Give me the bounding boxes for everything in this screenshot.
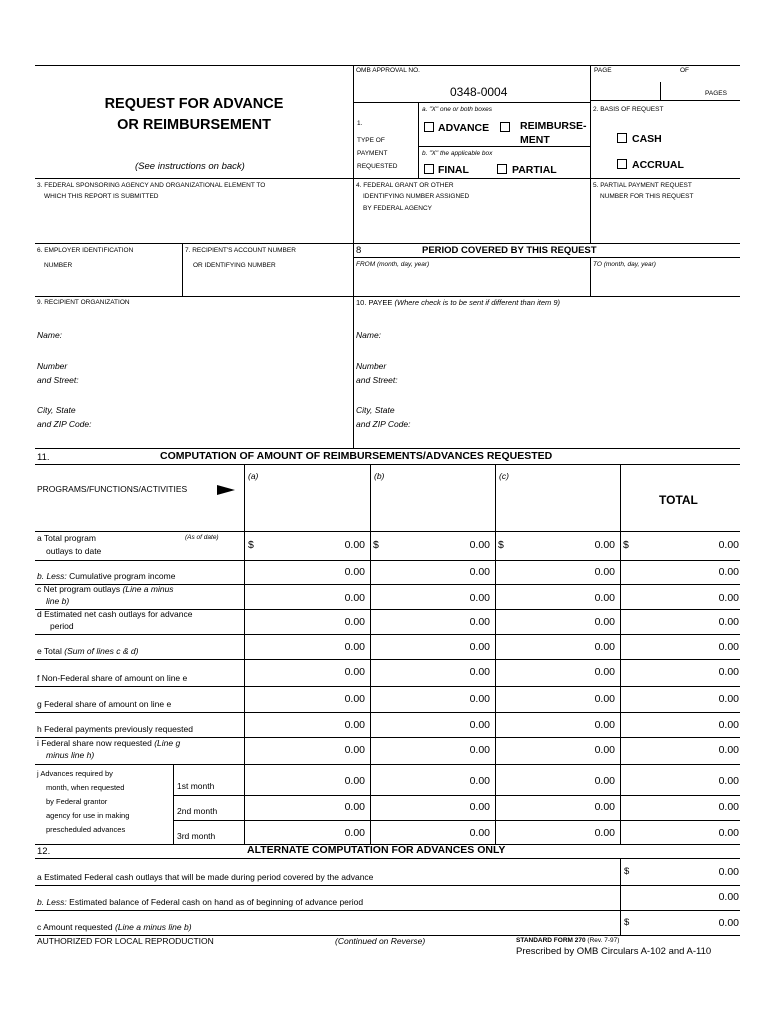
rule-v-col-a [244, 464, 245, 844]
row-i-label-plain: i Federal share now requested [37, 738, 152, 748]
item1-note-b: b. "X" the applicable box [422, 150, 493, 157]
rule-item12-title [35, 858, 740, 859]
arrow-right-icon [217, 485, 235, 495]
footer-form-number [516, 938, 619, 945]
row-f-label: f Non-Federal share of amount on line e [37, 673, 188, 683]
item8-number: 8 [356, 245, 362, 256]
value-cell-e-c[interactable]: 0.00 [594, 641, 615, 653]
advance-checkbox[interactable] [424, 122, 434, 132]
value-cell-d-b[interactable]: 0.00 [469, 616, 490, 628]
value-cell-j2-b[interactable]: 0.00 [469, 801, 490, 813]
row-a-label-line1: a Total program [37, 533, 96, 543]
programs-label: PROGRAMS/FUNCTIONS/ACTIVITIES [37, 484, 188, 494]
value-cell-j3-c[interactable]: 0.00 [594, 827, 615, 839]
row-b-label [37, 572, 175, 581]
value-cell-d-a[interactable]: 0.00 [344, 616, 365, 628]
value-cell-a-c[interactable]: 0.00 [594, 539, 615, 551]
item11-number: 11. [37, 452, 50, 463]
pages-label: PAGES [705, 90, 727, 97]
rule-omb-bottom [353, 102, 590, 103]
cash-checkbox[interactable] [617, 133, 627, 143]
item7-line2: OR IDENTIFYING NUMBER [193, 262, 276, 269]
value-cell-h-c[interactable]: 0.00 [594, 719, 615, 731]
item9-city: City, State [37, 405, 76, 415]
item10-zip: and ZIP Code: [356, 419, 411, 429]
footer-form-bold: STANDARD FORM 270 [516, 937, 586, 944]
rule-page-bottom [590, 100, 740, 101]
item7-line1: 7. RECIPIENT'S ACCOUNT NUMBER [185, 247, 296, 254]
month1-label: 1st month [177, 781, 215, 791]
row-a-dollar-b: $ [373, 539, 379, 551]
item12-row-c-plain: c Amount requested [37, 922, 113, 932]
item10-street: and Street: [356, 375, 398, 385]
as-of-date: (As of date) [185, 534, 219, 541]
item10-label [356, 299, 560, 307]
row-c-label-plain: c Net program outlays [37, 584, 121, 594]
value-cell-c-a[interactable]: 0.00 [344, 592, 365, 604]
item4-line1: 4. FEDERAL GRANT OR OTHER [356, 182, 454, 189]
value-cell-c-total[interactable]: 0.00 [718, 592, 739, 604]
row-c-label-line1 [37, 585, 174, 594]
value-cell-e-a[interactable]: 0.00 [344, 641, 365, 653]
value-cell-i-a[interactable]: 0.00 [344, 744, 365, 756]
rule-row-i [35, 764, 740, 765]
value-cell-g-c[interactable]: 0.00 [594, 693, 615, 705]
form-title-line1: REQUEST FOR ADVANCE [104, 96, 284, 112]
rule-item1-mid [418, 146, 590, 147]
rule-item8-title [353, 257, 740, 258]
value-cell-i-total[interactable]: 0.00 [718, 744, 739, 756]
item1-type-line2: PAYMENT [357, 150, 388, 157]
total-label: TOTAL [659, 493, 698, 507]
value-cell-b-total[interactable]: 0.00 [718, 566, 739, 578]
rule-row-a [35, 560, 740, 561]
rule-col-header [35, 531, 740, 532]
item1-type-line3: REQUESTED [357, 163, 398, 170]
item5-line2: NUMBER FOR THIS REQUEST [600, 193, 694, 200]
value-cell-f-b[interactable]: 0.00 [469, 666, 490, 678]
value-cell-c-c[interactable]: 0.00 [594, 592, 615, 604]
value-cell-h-b[interactable]: 0.00 [469, 719, 490, 731]
item12-row-b-label [37, 898, 363, 907]
rule-item12-b [35, 910, 740, 911]
item10-number: Number [356, 361, 387, 371]
value-cell-j3-a[interactable]: 0.00 [344, 827, 365, 839]
row-h-label: h Federal payments previously requested [37, 724, 193, 734]
row-e-label-plain: e Total [37, 646, 62, 656]
row-i-label-italic: (Line g [154, 738, 181, 748]
row-a-dollar-a: $ [248, 539, 254, 551]
item12-row-b-less: b. Less: [37, 897, 67, 907]
month2-label: 2nd month [177, 806, 218, 816]
item9-zip: and ZIP Code: [37, 419, 92, 429]
item1-number: 1. [357, 120, 363, 127]
value-cell-h-total[interactable]: 0.00 [718, 719, 739, 731]
final-label: FINAL [438, 164, 469, 176]
rule-v-item8 [590, 257, 591, 296]
item10-label-suffix: (Where check is to be sent if different than item 9) [394, 298, 561, 307]
rule-v-col-b [370, 464, 371, 844]
value-cell-f-total[interactable]: 0.00 [718, 666, 739, 678]
rule-top [35, 65, 740, 66]
cash-label: CASH [632, 133, 662, 145]
omb-number: 0348-0004 [450, 85, 508, 99]
footer-authorized: AUTHORIZED FOR LOCAL REPRODUCTION [37, 936, 214, 946]
item1-note-a: a. "X" one or both boxes [422, 106, 493, 113]
value-cell-j3-b[interactable]: 0.00 [469, 827, 490, 839]
value-cell-d-c[interactable]: 0.00 [594, 616, 615, 628]
row-i-label-line2: minus line h) [46, 750, 95, 760]
of-label: OF [680, 67, 690, 74]
value-cell-a-total[interactable]: 0.00 [718, 539, 739, 551]
rule-v-item1 [418, 102, 419, 178]
row-d-label-line2: period [50, 621, 74, 631]
item12-row-b-rest: Estimated balance of Federal cash on hand as of beginning of advance period [69, 897, 364, 907]
row-c-label-italic: (Line a minus [122, 584, 174, 594]
row-e-label-italic: (Sum of lines c & d) [64, 646, 139, 656]
rule-header-bottom [35, 178, 740, 179]
value-cell-j1-c[interactable]: 0.00 [594, 775, 615, 787]
item4-line3: BY FEDERAL AGENCY [363, 205, 432, 212]
page-label: PAGE [594, 67, 612, 74]
item8-title: PERIOD COVERED BY THIS REQUEST [422, 245, 597, 256]
value-cell-j1-total[interactable]: 0.00 [718, 775, 739, 787]
value-cell-c-b[interactable]: 0.00 [469, 592, 490, 604]
rule-v-col-c [495, 464, 496, 844]
month3-label: 3rd month [177, 831, 216, 841]
item5-line1: 5. PARTIAL PAYMENT REQUEST [593, 182, 692, 189]
rule-v-item6 [182, 243, 183, 296]
row-e-label [37, 647, 138, 656]
value-cell-f-a[interactable]: 0.00 [344, 666, 365, 678]
value-cell-j2-a[interactable]: 0.00 [344, 801, 365, 813]
rule-row3-bottom [35, 243, 740, 244]
rule-v-item12 [620, 858, 621, 935]
rule-row6-bottom [35, 296, 740, 297]
form-title-line2: OR REIMBURSEMENT [117, 117, 271, 133]
item10-city: City, State [356, 405, 395, 415]
item3-line2: WHICH THIS REPORT IS SUBMITTED [44, 193, 159, 200]
row-j-label-line4: agency for use in making [46, 811, 130, 820]
reimbursement-label-line2: MENT [520, 134, 550, 146]
item12-number: 12. [37, 846, 51, 857]
row-b-label-less: b. Less: [37, 571, 67, 581]
value-cell-g-a[interactable]: 0.00 [344, 693, 365, 705]
item12-title: ALTERNATE COMPUTATION FOR ADVANCES ONLY [247, 844, 506, 856]
row-j-label-line5: prescheduled advances [46, 825, 126, 834]
item12-b-value[interactable]: 0.00 [718, 891, 739, 903]
reimbursement-label-line1: REIMBURSE- [520, 120, 587, 132]
value-cell-j1-b[interactable]: 0.00 [469, 775, 490, 787]
row-a-dollar-total: $ [623, 539, 629, 551]
item2-label: 2. BASIS OF REQUEST [593, 106, 664, 113]
col-a-label: (a) [248, 471, 259, 481]
value-cell-i-c[interactable]: 0.00 [594, 744, 615, 756]
value-cell-j1-a[interactable]: 0.00 [344, 775, 365, 787]
col-c-label: (c) [499, 471, 509, 481]
partial-label: PARTIAL [512, 164, 557, 176]
final-checkbox[interactable] [424, 164, 434, 174]
advance-label: ADVANCE [438, 122, 490, 134]
row-d-label-line1: d Estimated net cash outlays for advance [37, 609, 193, 619]
rule-row-e [35, 659, 740, 660]
item11-title: COMPUTATION OF AMOUNT OF REIMBURSEMENTS/ADVANCES REQUESTED [160, 450, 553, 462]
instructions-note: (See instructions on back) [135, 161, 245, 172]
reimbursement-checkbox[interactable] [500, 122, 510, 132]
row-a-label-line2: outlays to date [46, 546, 102, 556]
item12-c-dollar: $ [624, 917, 630, 928]
rule-row-g [35, 712, 740, 713]
item12-a-value[interactable]: 0.00 [718, 866, 739, 878]
value-cell-a-b[interactable]: 0.00 [469, 539, 490, 551]
value-cell-j2-c[interactable]: 0.00 [594, 801, 615, 813]
value-cell-g-total[interactable]: 0.00 [718, 693, 739, 705]
item12-c-value[interactable]: 0.00 [718, 917, 739, 929]
item9-label: 9. RECIPIENT ORGANIZATION [37, 299, 130, 306]
row-i-label-line1 [37, 739, 180, 748]
rule-item9-bottom [35, 448, 740, 449]
value-cell-b-b[interactable]: 0.00 [469, 566, 490, 578]
row-a-dollar-c: $ [498, 539, 504, 551]
partial-checkbox[interactable] [497, 164, 507, 174]
value-cell-d-total[interactable]: 0.00 [718, 616, 739, 628]
rule-v-pages [660, 82, 661, 100]
item6-line2: NUMBER [44, 262, 73, 269]
item9-name: Name: [37, 330, 63, 340]
item12-a-dollar: $ [624, 866, 630, 877]
row-g-label: g Federal share of amount on line e [37, 699, 172, 709]
value-cell-e-total[interactable]: 0.00 [718, 641, 739, 653]
value-cell-e-b[interactable]: 0.00 [469, 641, 490, 653]
value-cell-a-a[interactable]: 0.00 [344, 539, 365, 551]
value-cell-h-a[interactable]: 0.00 [344, 719, 365, 731]
item12-row-a-label: a Estimated Federal cash outlays that will be made during period covered by the advance [37, 872, 374, 882]
value-cell-b-a[interactable]: 0.00 [344, 566, 365, 578]
rule-item11-title [35, 464, 740, 465]
rule-v-center [353, 65, 354, 448]
item12-row-c-label [37, 923, 192, 932]
item8-from: FROM (month, day, year) [356, 261, 430, 268]
rule-v-month [173, 764, 174, 844]
rule-v-total [620, 464, 621, 844]
value-cell-i-b[interactable]: 0.00 [469, 744, 490, 756]
rule-month2 [173, 820, 740, 821]
footer-prescribed: Prescribed by OMB Circulars A-102 and A-110 [516, 946, 712, 957]
accrual-label: ACCRUAL [632, 159, 684, 171]
footer-form-rev: (Rev. 7-97) [587, 937, 620, 944]
accrual-checkbox[interactable] [617, 159, 627, 169]
item6-line1: 6. EMPLOYER IDENTIFICATION [37, 247, 134, 254]
value-cell-j2-total[interactable]: 0.00 [718, 801, 739, 813]
value-cell-g-b[interactable]: 0.00 [469, 693, 490, 705]
item12-row-c-italic: (Line a minus line b) [114, 922, 192, 932]
row-j-label-line2: month, when requested [46, 783, 125, 792]
rule-item12-a [35, 885, 740, 886]
value-cell-b-c[interactable]: 0.00 [594, 566, 615, 578]
item3-line1: 3. FEDERAL SPONSORING AGENCY AND ORGANIZATIONAL ELEMENT TO [37, 182, 266, 189]
row-j-label-line3: by Federal grantor [46, 797, 108, 806]
value-cell-f-c[interactable]: 0.00 [594, 666, 615, 678]
value-cell-j3-total[interactable]: 0.00 [718, 827, 739, 839]
item9-number: Number [37, 361, 68, 371]
item10-name: Name: [356, 330, 382, 340]
rule-row-d [35, 634, 740, 635]
rule-v-right [590, 65, 591, 243]
item1-type-line1: TYPE OF [357, 137, 385, 144]
item8-to: TO (month, day, year) [593, 261, 656, 268]
item10-label-prefix: 10. PAYEE [356, 298, 393, 307]
item9-street: and Street: [37, 375, 79, 385]
omb-label: OMB APPROVAL NO. [356, 67, 420, 74]
col-b-label: (b) [374, 471, 385, 481]
rule-row-f [35, 686, 740, 687]
row-j-label-line1: j Advances required by [37, 769, 113, 778]
row-c-label-line2: line b) [46, 596, 70, 606]
row-b-label-rest: Cumulative program income [69, 571, 176, 581]
footer-continued: (Continued on Reverse) [335, 936, 426, 946]
item4-line2: IDENTIFYING NUMBER ASSIGNED [363, 193, 470, 200]
rule-month1 [173, 795, 740, 796]
